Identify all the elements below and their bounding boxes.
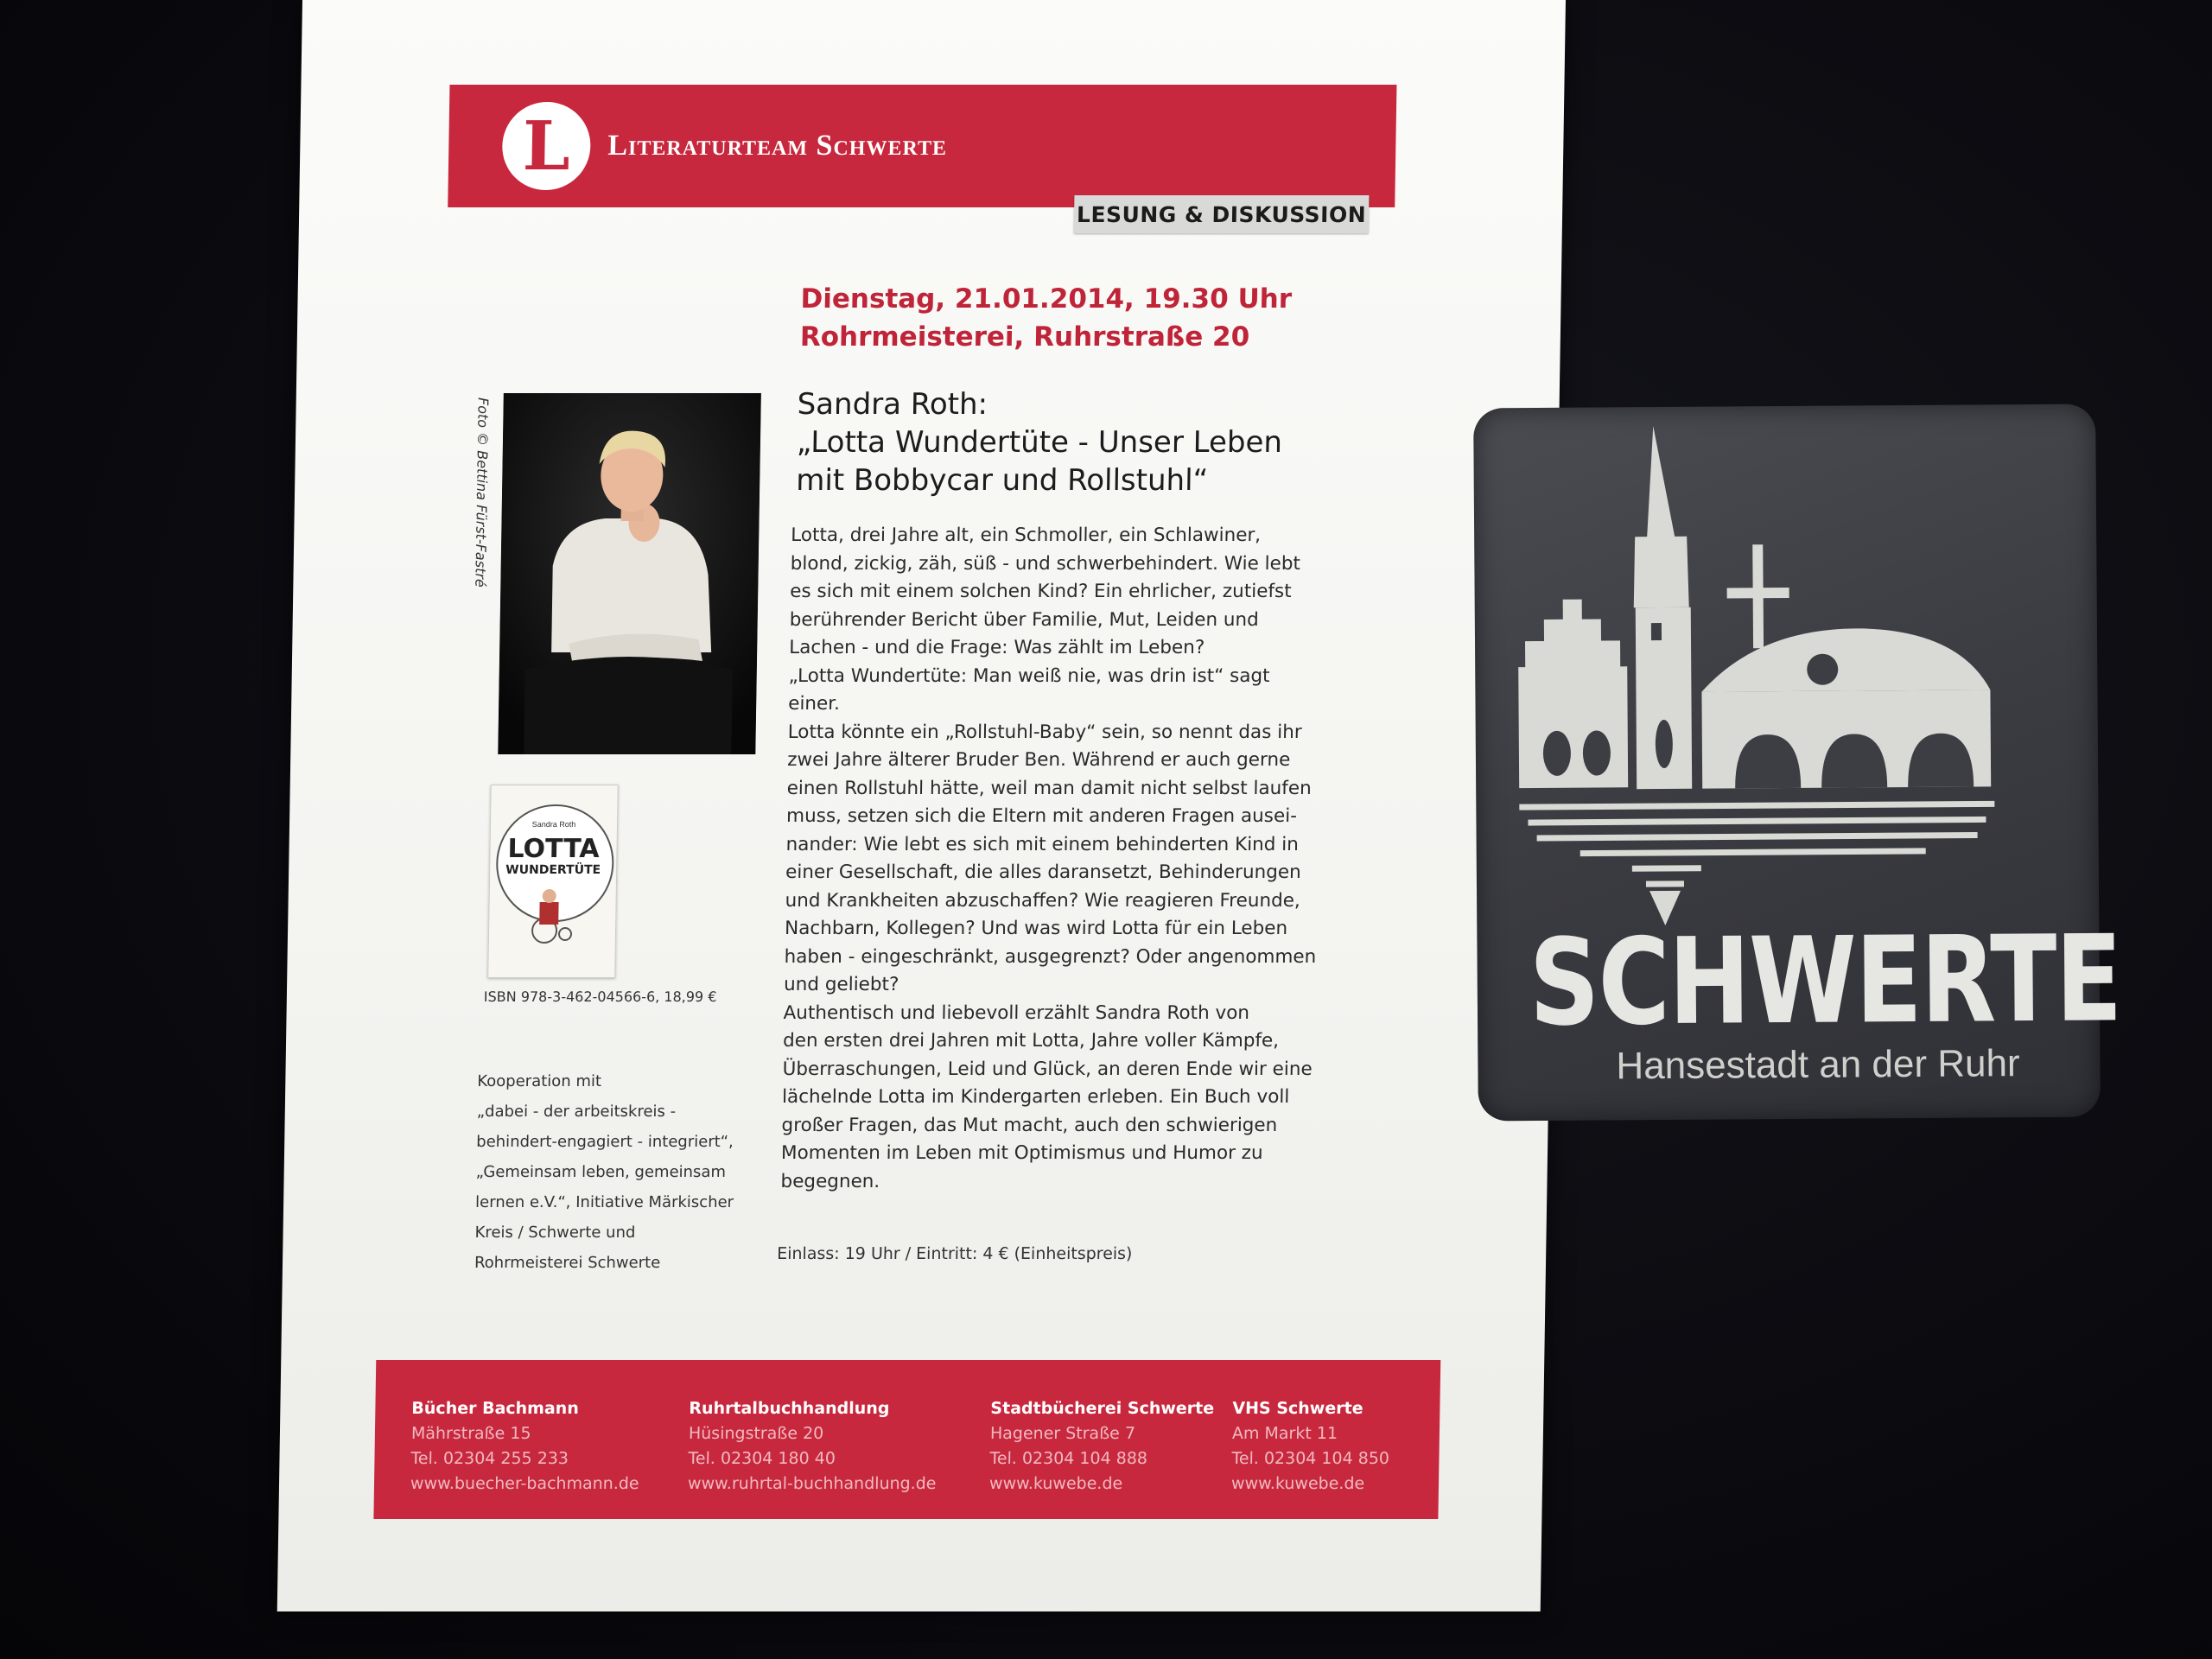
header-band [448, 85, 1396, 207]
description-line: einer. [788, 693, 841, 715]
description-text [780, 522, 1352, 1196]
footer-partner [688, 1396, 938, 1497]
description-line: großer Fragen, das Mut macht, auch den schwierigen [781, 1114, 1278, 1136]
wheelchair-child-illustration [488, 785, 617, 977]
description-line: einer Gesellschaft, die alles daransetzt, Behinderungen [785, 861, 1301, 883]
partner-web: www.ruhrtal-buchhandlung.de [687, 1474, 937, 1493]
cooperation-note [474, 1066, 763, 1278]
schwerte-sticker [1473, 404, 2122, 1121]
description-line: Überraschungen, Leid und Glück, an deren Ende wir eine [782, 1058, 1313, 1080]
description-line: zwei Jahre älterer Bruder Ben. Während er auch gerne [786, 749, 1291, 771]
partner-street: Hüsingstraße 20 [688, 1424, 824, 1443]
cover-author: Sandra Roth [531, 820, 576, 829]
footer-partner [989, 1396, 1215, 1497]
literaturteam-logo [502, 102, 592, 190]
description-line: berührender Bericht über Familie, Mut, Leiden und [789, 608, 1259, 631]
partner-phone: Tel. 02304 180 40 [688, 1449, 836, 1468]
author-portrait-illustration [498, 393, 761, 754]
partner-name: Bücher Bachmann [411, 1399, 580, 1418]
org-name: Literaturteam Schwerte [607, 130, 948, 162]
cooperation-line: Kooperation mit [477, 1072, 602, 1090]
event-flyer [277, 0, 1566, 1611]
footer-partner [1231, 1396, 1390, 1497]
sticker-city-name: SCHWERTE [1529, 909, 2122, 1053]
title-line: Sandra Roth: [797, 387, 988, 422]
isbn-price: ISBN 978-3-462-04566-6, 18,99 € [483, 988, 717, 1005]
partner-street: Am Markt 11 [1231, 1424, 1338, 1443]
partner-web: www.buecher-bachmann.de [410, 1474, 639, 1493]
partner-web: www.kuwebe.de [1230, 1474, 1365, 1493]
sticker-subtitle: Hansestadt an der Ruhr [1616, 1042, 2020, 1088]
author-photo [498, 393, 761, 754]
partner-web: www.kuwebe.de [988, 1474, 1123, 1493]
logo-letter: L [522, 106, 571, 186]
description-line: Lachen - und die Frage: Was zählt im Leben? [789, 637, 1205, 658]
title-line: „Lotta Wundertüte - Unser Leben [796, 425, 1283, 460]
partner-street: Mährstraße 15 [410, 1424, 531, 1443]
event-date: Dienstag, 21.01.2014, 19.30 Uhr [800, 283, 1293, 315]
cooperation-line: „dabei - der arbeitskreis - [476, 1103, 677, 1121]
description-line: lächelnde Lotta im Kindergarten erleben. Ein Buch voll [781, 1086, 1290, 1108]
book-cover [487, 785, 619, 978]
cooperation-line: Kreis / Schwerte und [474, 1224, 636, 1242]
description-line: es sich mit einem solchen Kind? Ein ehrlicher, zutiefst [790, 581, 1292, 602]
description-line: Authentisch und liebevoll erzählt Sandra Roth von [783, 1001, 1250, 1024]
partner-street: Hagener Straße 7 [989, 1424, 1136, 1443]
cooperation-line: lernen e.V.“, Initiative Märkischer [474, 1193, 734, 1211]
partner-name: Ruhrtalbuchhandlung [689, 1399, 890, 1418]
description-line: blond, zickig, zäh, süß - und schwerbehindert. Wie lebt [790, 552, 1301, 575]
description-line: Momenten im Leben mit Optimismus und Humor zu [780, 1142, 1263, 1164]
photo-credit: Foto © Bettina Fürst-Fastré [472, 397, 492, 588]
partner-name: VHS Schwerte [1232, 1399, 1363, 1418]
description-line: haben - eingeschränkt, ausgegrenzt? Oder angenommen [784, 945, 1317, 968]
description-line: und geliebt? [783, 974, 899, 995]
title-line: mit Bobbycar und Rollstuhl“ [795, 463, 1209, 498]
description-line: Nachbarn, Kollegen? Und was wird Lotta für ein Leben [784, 918, 1288, 939]
footer-band [373, 1360, 1440, 1519]
cover-subtitle: WUNDERTÜTE [505, 863, 601, 877]
book-title [796, 385, 1351, 499]
partner-phone: Tel. 02304 255 233 [410, 1449, 569, 1468]
description-line: Lotta könnte ein „Rollstuhl-Baby“ sein, so nennt das ihr [787, 721, 1302, 743]
event-venue: Rohrmeisterei, Ruhrstraße 20 [799, 321, 1250, 353]
description-line: Lotta, drei Jahre alt, ein Schmoller, ein Schlawiner, [791, 524, 1262, 546]
admission-info: Einlass: 19 Uhr / Eintritt: 4 € (Einheitspreis) [777, 1244, 1133, 1263]
footer-partner [410, 1396, 640, 1497]
event-type-tag: LESUNG & DISKUSSION [1074, 195, 1370, 233]
cover-title: LOTTA [507, 834, 600, 864]
description-line: muss, setzen sich die Eltern mit anderen Fragen ausei- [785, 805, 1298, 827]
description-line: den ersten drei Jahren mit Lotta, Jahre voller Kämpfe, [782, 1030, 1280, 1052]
partner-name: Stadtbücherei Schwerte [990, 1399, 1215, 1418]
description-line: nander: Wie lebt es sich mit einem behinderten Kind in [785, 833, 1300, 855]
partner-phone: Tel. 02304 104 850 [1231, 1449, 1390, 1468]
cooperation-line: Rohrmeisterei Schwerte [474, 1254, 661, 1272]
description-line: „Lotta Wundertüte: Man weiß nie, was drin ist“ sagt [788, 664, 1270, 687]
description-line: und Krankheiten abzuschaffen? Wie reagieren Freunde, [785, 889, 1301, 912]
description-line: einen Rollstuhl hätte, weil man damit nicht selbst laufen [786, 777, 1312, 799]
description-line: begegnen. [780, 1170, 880, 1192]
cooperation-line: „Gemeinsam leben, gemeinsam [475, 1163, 727, 1181]
cooperation-line: behindert-engagiert - integriert“, [476, 1133, 734, 1151]
partner-phone: Tel. 02304 104 888 [989, 1449, 1148, 1468]
